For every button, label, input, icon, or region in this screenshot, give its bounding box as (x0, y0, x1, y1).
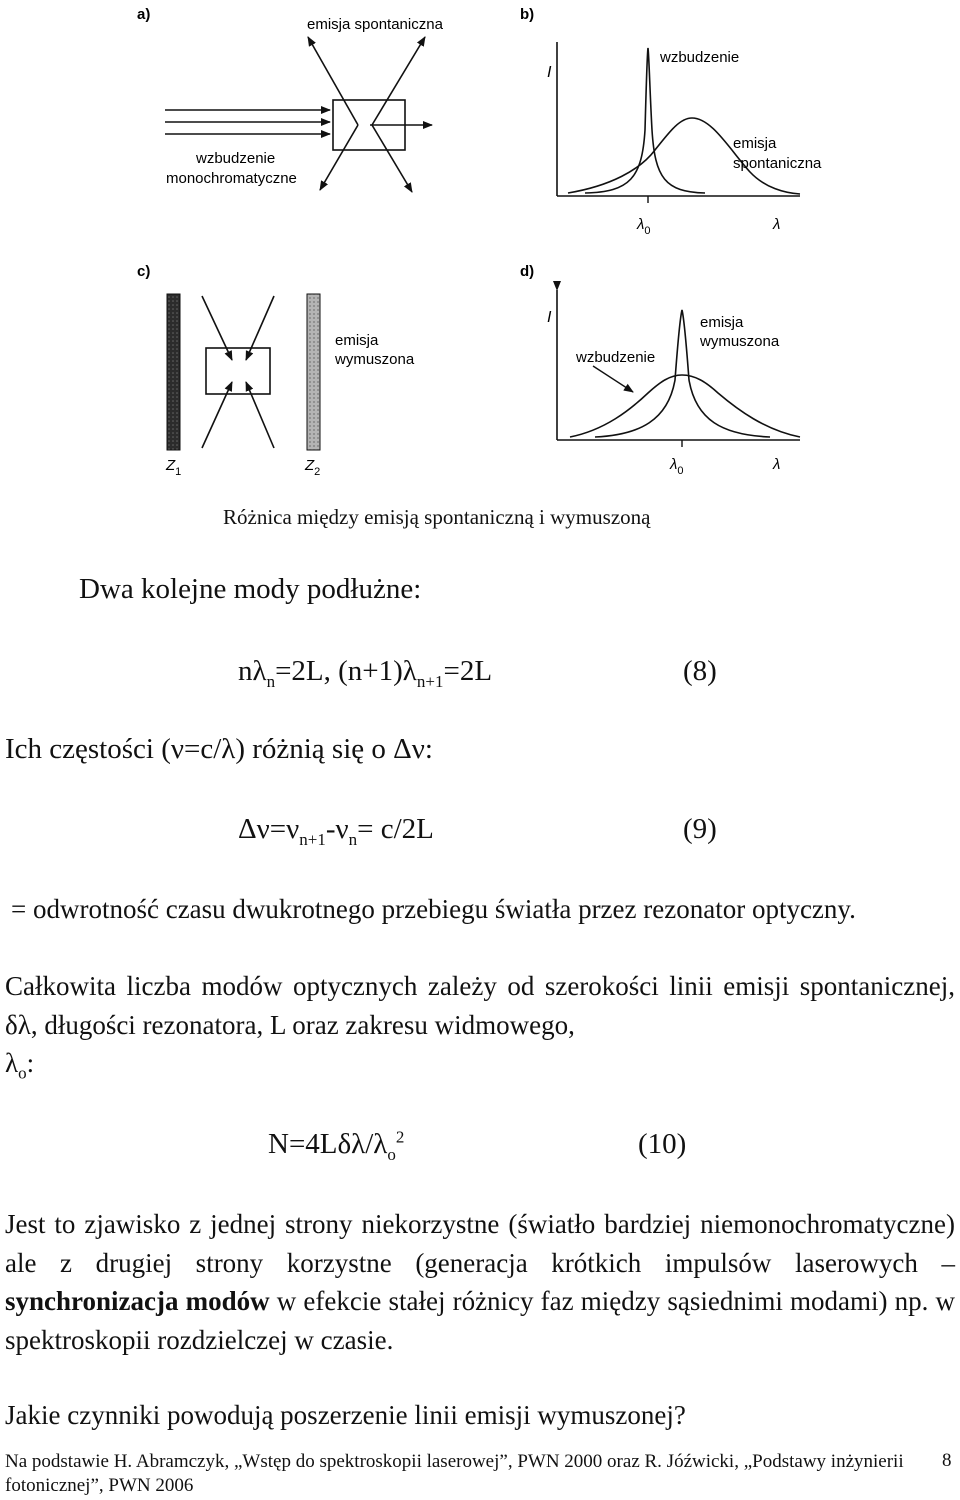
excitation-peak (585, 48, 705, 193)
question-line: Jakie czynniki powodują poszerzenie linii emisji wymuszonej? (5, 1400, 686, 1430)
emission-figure (0, 0, 960, 500)
panel-c-letter: c) (137, 263, 151, 280)
panel-d-label-1: emisja (700, 314, 744, 331)
stimulated-peak (595, 310, 770, 437)
panel-c-box (206, 348, 270, 394)
panel-d-x-label: λ (773, 456, 781, 473)
equation-8: $n\lambda_n=2L$, $(n+1)\lambda_{n+1}=2L$ (238, 655, 493, 691)
panel-d-lambda0: $\lambda_0$ (670, 456, 684, 477)
broad-curve (570, 375, 800, 437)
panel-b-label-peak: wzbudzenie (660, 49, 740, 66)
panel-d-letter: d) (520, 263, 535, 280)
panel-c-label-2: wymuszona (335, 351, 415, 368)
frequency-line: Ich częstości (ν=c/λ) różnią się o Δν: (5, 733, 433, 765)
panel-b (520, 6, 822, 237)
spont-arrow-2 (372, 37, 425, 125)
panel-d (520, 263, 800, 477)
mirror-z1 (167, 294, 180, 450)
paragraph-3: Jest to zjawisko z jednej strony niekorzystne (światło bardziej niemonochromatyczne) ale z drugiej strony korzystne (generacja krótkich impulsów laserowych – synchronizacja modów w efekcie stałej różnicy faz między sąsiednimi modami) np. w spektroskopii rozdzielczej w czasie. (5, 1209, 955, 1355)
footer-source: Na podstawie H. Abramczyk, „Wstęp do spektroskopii laserowej”, PWN 2000 oraz R. Jóźwicki, „Podstawy inżynierii fotonicznej”, PWN 2006 (5, 1451, 904, 1496)
panel-c-z1: $Z_1$ (166, 457, 182, 478)
panel-b-label-broad-2: spontaniczna (733, 155, 822, 172)
panel-a-label-left-2: monochromatyczne (166, 170, 297, 187)
figure-caption: Różnica między emisją spontaniczną i wymuszoną (223, 505, 651, 529)
panel-a-label-top: emisja spontaniczna (307, 16, 443, 33)
equation-8-number: (8) (683, 655, 717, 687)
equation-10: $N=4L\delta\lambda/\lambda_o^2$ (268, 1127, 405, 1164)
paragraph-2: Całkowita liczba modów optycznych zależy od szerokości linii emisji spontanicznej, δλ, długości rezonatora, L oraz zakresu widmowego, $\lambda_o$: (5, 971, 955, 1083)
mode-locking-term: synchronizacja modów (5, 1286, 270, 1316)
panel-d-label-excite: wzbudzenie (576, 349, 656, 366)
paragraph-1: = odwrotność czasu dwukrotnego przebiegu światła przez rezonator optyczny. (11, 894, 856, 924)
panel-b-y-label: I (547, 64, 552, 81)
equation-9-number: (9) (683, 813, 717, 845)
panel-d-label-2: wymuszona (700, 333, 780, 350)
panel-b-letter: b) (520, 6, 535, 23)
equation-10-number: (10) (638, 1128, 687, 1160)
page-number: 8 (942, 1450, 952, 1471)
panel-c (137, 263, 415, 478)
panel-a (137, 6, 444, 192)
panel-a-letter: a) (137, 6, 151, 23)
panel-d-y-label: I (547, 309, 552, 326)
panel-b-lambda0: $\lambda_0$ (637, 216, 651, 237)
panel-c-label-1: emisja (335, 332, 379, 349)
spont-arrow-4 (372, 125, 412, 192)
equation-9: $\Delta\nu=\nu_{n+1}-\nu_n= c/2L$ (238, 813, 434, 849)
panel-a-label-left-1: wzbudzenie (196, 150, 276, 167)
panel-b-label-broad-1: emisja (733, 135, 777, 152)
heading-modes: Dwa kolejne mody podłużne: (79, 573, 422, 605)
panel-b-x-label: λ (773, 216, 781, 233)
excite-pointer (593, 366, 633, 392)
panel-c-z2: $Z_2$ (305, 457, 321, 478)
mirror-z2 (307, 294, 320, 450)
